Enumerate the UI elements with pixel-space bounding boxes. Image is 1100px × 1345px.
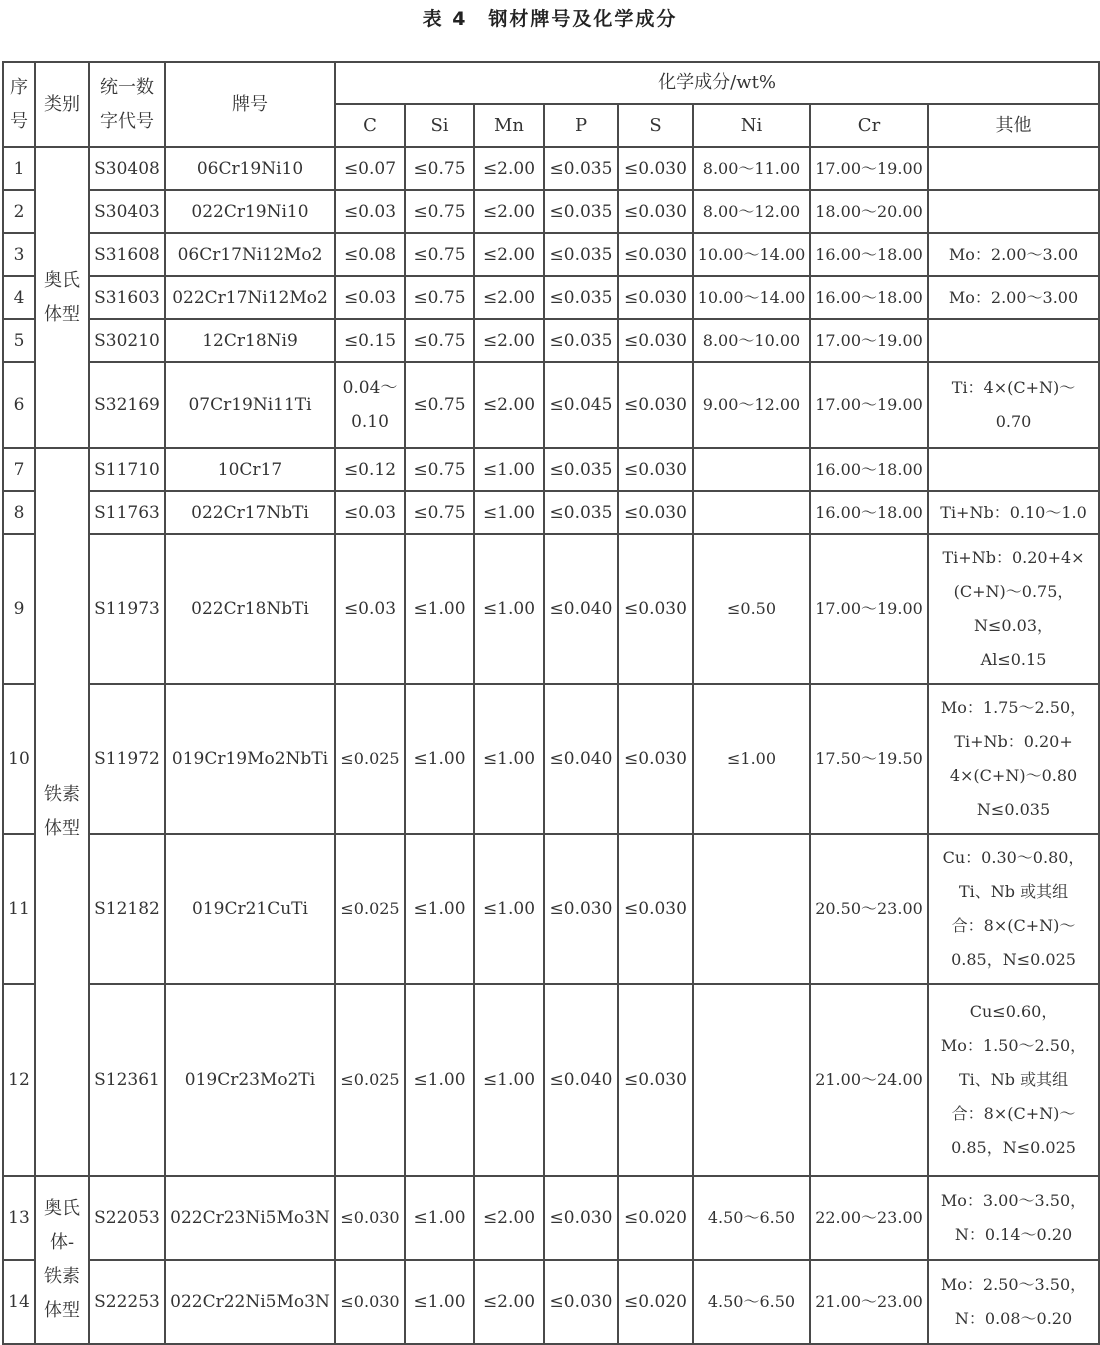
- cell-category-line-1: 铁素: [44, 784, 80, 805]
- cell-cr: 17.50～19.50: [810, 684, 928, 834]
- table-row: [3, 984, 1099, 1176]
- cell-si: ≤1.00: [405, 534, 474, 684]
- cell-other: [928, 984, 1099, 1176]
- cell-si: ≤0.75: [405, 362, 474, 448]
- table-row: [3, 147, 1099, 190]
- cell-other-line-1: Mo：2.00～3.00: [948, 244, 1079, 264]
- cell-code: S11973: [89, 534, 165, 684]
- cell-mn: ≤1.00: [474, 534, 544, 684]
- cell-p: ≤0.040: [544, 684, 618, 834]
- cell-other: [928, 190, 1099, 233]
- cell-ni: 8.00～11.00: [693, 147, 810, 190]
- cell-c: [335, 534, 405, 684]
- cell-c-line-1: ≤0.030: [340, 1208, 400, 1227]
- cell-other-line-1: Cu：0.30～0.80，: [942, 848, 1085, 867]
- cell-ni: 4.50～6.50: [693, 1260, 810, 1344]
- cell-c: [335, 984, 405, 1176]
- header-element-mn: Mn: [474, 104, 544, 147]
- cell-c: [335, 147, 405, 190]
- cell-category-line-2: 体型: [44, 818, 80, 839]
- cell-other: [928, 491, 1099, 534]
- cell-seq: 4: [3, 276, 35, 319]
- header-code-line-2: 字代号: [100, 110, 154, 132]
- cell-other: [928, 147, 1099, 190]
- cell-c: [335, 834, 405, 984]
- table-row: [3, 233, 1099, 276]
- cell-seq: 8: [3, 491, 35, 534]
- cell-p: ≤0.030: [544, 834, 618, 984]
- cell-cr: 16.00～18.00: [810, 233, 928, 276]
- cell-c-line-1: ≤0.025: [340, 899, 400, 918]
- cell-si: ≤0.75: [405, 190, 474, 233]
- cell-code: S12361: [89, 984, 165, 1176]
- cell-other-line-2: Mo：1.50～2.50，: [940, 1036, 1087, 1055]
- cell-seq: 1: [3, 147, 35, 190]
- cell-cr: 17.00～19.00: [810, 319, 928, 362]
- cell-c-line-1: ≤0.030: [340, 1292, 400, 1311]
- table-row: [3, 491, 1099, 534]
- cell-c-line-1: ≤0.03: [343, 201, 397, 222]
- cell-ni: 10.00～14.00: [693, 276, 810, 319]
- cell-p: ≤0.040: [544, 534, 618, 684]
- header-element-ni: Ni: [693, 104, 810, 147]
- header-composition: 化学成分/wt%: [335, 62, 1099, 104]
- cell-other-line-2: N：0.08～0.20: [954, 1309, 1073, 1328]
- cell-other-line-2: Ti+Nb：0.20+: [954, 732, 1073, 751]
- header-element-si: Si: [405, 104, 474, 147]
- cell-c: [335, 190, 405, 233]
- cell-code: S30210: [89, 319, 165, 362]
- cell-s: ≤0.030: [618, 534, 693, 684]
- cell-p: ≤0.030: [544, 1260, 618, 1344]
- cell-s: ≤0.030: [618, 319, 693, 362]
- cell-code: S22053: [89, 1176, 165, 1260]
- cell-si: ≤0.75: [405, 448, 474, 491]
- cell-code: S11710: [89, 448, 165, 491]
- table-row: [3, 319, 1099, 362]
- cell-si: ≤1.00: [405, 684, 474, 834]
- cell-s: ≤0.030: [618, 984, 693, 1176]
- header-element-s: S: [618, 104, 693, 147]
- cell-cr: 21.00～24.00: [810, 984, 928, 1176]
- cell-si: ≤0.75: [405, 147, 474, 190]
- table-row: [3, 362, 1099, 448]
- cell-seq: 3: [3, 233, 35, 276]
- cell-grade: 022Cr17Ni12Mo2: [165, 276, 335, 319]
- cell-p: ≤0.035: [544, 190, 618, 233]
- cell-c-line-1: ≤0.03: [343, 287, 397, 308]
- cell-grade: 022Cr19Ni10: [165, 190, 335, 233]
- cell-s: ≤0.030: [618, 147, 693, 190]
- cell-other: [928, 362, 1099, 448]
- cell-si: ≤1.00: [405, 1260, 474, 1344]
- cell-si: ≤1.00: [405, 1176, 474, 1260]
- cell-c-line-1: ≤0.03: [343, 502, 397, 523]
- cell-grade: 019Cr19Mo2NbTi: [165, 684, 335, 834]
- cell-seq: 7: [3, 448, 35, 491]
- cell-mn: ≤2.00: [474, 233, 544, 276]
- cell-other-line-1: Ti+Nb：0.20+4×: [942, 548, 1085, 567]
- cell-ni: [693, 984, 810, 1176]
- cell-s: ≤0.030: [618, 491, 693, 534]
- cell-grade: 12Cr18Ni9: [165, 319, 335, 362]
- cell-p: ≤0.035: [544, 319, 618, 362]
- cell-cr: 17.00～19.00: [810, 362, 928, 448]
- cell-si: ≤1.00: [405, 834, 474, 984]
- cell-other-line-4: 合：8×(C+N)～: [951, 1104, 1076, 1123]
- cell-s: ≤0.030: [618, 362, 693, 448]
- cell-other-line-3: N≤0.03，: [974, 616, 1054, 635]
- cell-s: ≤0.030: [618, 233, 693, 276]
- cell-seq: 9: [3, 534, 35, 684]
- cell-category: [35, 448, 89, 1176]
- cell-ni: [693, 491, 810, 534]
- table-row: [3, 1260, 1099, 1344]
- cell-si: ≤0.75: [405, 319, 474, 362]
- cell-s: ≤0.030: [618, 448, 693, 491]
- cell-ni: 8.00～10.00: [693, 319, 810, 362]
- cell-c-line-2: 0.10: [351, 412, 389, 432]
- cell-grade: 07Cr19Ni11Ti: [165, 362, 335, 448]
- cell-seq: 14: [3, 1260, 35, 1344]
- table-row: [3, 684, 1099, 834]
- cell-s: ≤0.030: [618, 684, 693, 834]
- cell-grade: 019Cr21CuTi: [165, 834, 335, 984]
- cell-seq: 6: [3, 362, 35, 448]
- cell-cr: 21.00～23.00: [810, 1260, 928, 1344]
- cell-cr: 22.00～23.00: [810, 1176, 928, 1260]
- cell-category: [35, 147, 89, 448]
- cell-other-line-2: 0.70: [995, 412, 1032, 431]
- table-row: [3, 534, 1099, 684]
- cell-other-line-1: Ti+Nb：0.10～1.0: [940, 502, 1087, 522]
- cell-code: S11972: [89, 684, 165, 834]
- cell-other: [928, 233, 1099, 276]
- cell-p: ≤0.035: [544, 147, 618, 190]
- header-grade: 牌号: [165, 62, 335, 147]
- cell-other-line-4: 0.85，N≤0.025: [951, 950, 1076, 969]
- cell-seq: 10: [3, 684, 35, 834]
- cell-si: ≤1.00: [405, 984, 474, 1176]
- cell-category-line-1: 奥氏: [44, 1198, 80, 1219]
- cell-c: [335, 448, 405, 491]
- cell-seq: 13: [3, 1176, 35, 1260]
- header-code: [89, 62, 165, 147]
- cell-si: ≤0.75: [405, 491, 474, 534]
- cell-p: ≤0.035: [544, 233, 618, 276]
- cell-other-line-1: Mo：1.75～2.50，: [940, 698, 1087, 717]
- cell-seq: 12: [3, 984, 35, 1176]
- cell-other-line-5: 0.85，N≤0.025: [951, 1138, 1076, 1157]
- cell-other-line-1: Mo：3.00～3.50，: [940, 1191, 1087, 1210]
- cell-seq: 2: [3, 190, 35, 233]
- cell-grade: 019Cr23Mo2Ti: [165, 984, 335, 1176]
- cell-mn: ≤1.00: [474, 448, 544, 491]
- cell-mn: ≤1.00: [474, 984, 544, 1176]
- cell-code: S31608: [89, 233, 165, 276]
- cell-other-line-2: (C+N)～0.75，: [953, 582, 1074, 601]
- header-element-other: 其他: [928, 104, 1099, 147]
- cell-grade: 022Cr17NbTi: [165, 491, 335, 534]
- cell-other-line-3: 4×(C+N)～0.80: [949, 766, 1078, 785]
- cell-c-line-1: ≤0.025: [340, 749, 400, 768]
- cell-ni: 9.00～12.00: [693, 362, 810, 448]
- cell-mn: ≤2.00: [474, 190, 544, 233]
- cell-other-line-4: N≤0.035: [976, 800, 1051, 819]
- cell-mn: ≤2.00: [474, 1176, 544, 1260]
- cell-c: [335, 319, 405, 362]
- cell-c: [335, 362, 405, 448]
- cell-category-line-4: 体型: [44, 1300, 80, 1321]
- cell-other-line-1: Ti：4×(C+N)～: [951, 378, 1076, 397]
- table-row: [3, 190, 1099, 233]
- cell-other-line-3: Ti、Nb 或其组: [958, 1070, 1069, 1089]
- cell-seq: 11: [3, 834, 35, 984]
- cell-category-line-2: 体型: [44, 303, 80, 325]
- cell-c-line-1: 0.04～: [342, 378, 398, 398]
- header-row-1: [3, 62, 1099, 104]
- cell-cr: 16.00～18.00: [810, 448, 928, 491]
- cell-other-line-3: 合：8×(C+N)～: [951, 916, 1076, 935]
- cell-grade: 06Cr19Ni10: [165, 147, 335, 190]
- header-code-line-1: 统一数: [100, 76, 154, 98]
- cell-grade: 022Cr22Ni5Mo3N: [165, 1260, 335, 1344]
- cell-other: [928, 276, 1099, 319]
- cell-s: ≤0.030: [618, 276, 693, 319]
- table-row: [3, 448, 1099, 491]
- cell-ni: [693, 448, 810, 491]
- cell-other-line-2: Ti、Nb 或其组: [958, 882, 1069, 901]
- cell-code: S30408: [89, 147, 165, 190]
- cell-mn: ≤2.00: [474, 319, 544, 362]
- cell-s: ≤0.020: [618, 1260, 693, 1344]
- cell-s: ≤0.030: [618, 834, 693, 984]
- cell-cr: 17.00～19.00: [810, 534, 928, 684]
- cell-p: ≤0.030: [544, 1176, 618, 1260]
- cell-cr: 17.00～19.00: [810, 147, 928, 190]
- cell-other: [928, 684, 1099, 834]
- cell-c-line-1: ≤0.025: [340, 1070, 400, 1089]
- table-row: [3, 1176, 1099, 1260]
- cell-cr: 18.00～20.00: [810, 190, 928, 233]
- cell-other: [928, 1176, 1099, 1260]
- cell-c: [335, 684, 405, 834]
- cell-c: [335, 1260, 405, 1344]
- cell-other-line-1: Mo：2.00～3.00: [948, 287, 1079, 307]
- cell-mn: ≤2.00: [474, 362, 544, 448]
- header-seq-line-1: 序: [10, 76, 28, 98]
- cell-p: ≤0.045: [544, 362, 618, 448]
- cell-c-line-1: ≤0.07: [343, 158, 397, 179]
- cell-p: ≤0.035: [544, 491, 618, 534]
- cell-other: [928, 534, 1099, 684]
- cell-mn: ≤2.00: [474, 147, 544, 190]
- cell-code: S32169: [89, 362, 165, 448]
- cell-other-line-1: Cu≤0.60，: [969, 1002, 1058, 1021]
- composition-table: [2, 61, 1100, 1345]
- cell-grade: 022Cr18NbTi: [165, 534, 335, 684]
- cell-mn: ≤2.00: [474, 1260, 544, 1344]
- header-category: 类别: [35, 62, 89, 147]
- header-seq-line-2: 号: [10, 110, 28, 132]
- cell-code: S31603: [89, 276, 165, 319]
- cell-other: [928, 319, 1099, 362]
- cell-other-line-2: N：0.14～0.20: [954, 1225, 1073, 1244]
- table-title: 表 4 钢材牌号及化学成分: [422, 8, 678, 30]
- cell-grade: 10Cr17: [165, 448, 335, 491]
- cell-p: ≤0.035: [544, 448, 618, 491]
- cell-other: [928, 448, 1099, 491]
- cell-code: S12182: [89, 834, 165, 984]
- cell-c: [335, 233, 405, 276]
- cell-s: ≤0.020: [618, 1176, 693, 1260]
- cell-mn: ≤2.00: [474, 276, 544, 319]
- header-element-p: P: [544, 104, 618, 147]
- cell-p: ≤0.035: [544, 276, 618, 319]
- cell-grade: 022Cr23Ni5Mo3N: [165, 1176, 335, 1260]
- cell-ni: ≤0.50: [693, 534, 810, 684]
- cell-mn: ≤1.00: [474, 684, 544, 834]
- header-element-c: C: [335, 104, 405, 147]
- cell-c-line-1: ≤0.03: [343, 599, 397, 619]
- cell-c: [335, 491, 405, 534]
- cell-c-line-1: ≤0.12: [343, 459, 397, 480]
- cell-c: [335, 276, 405, 319]
- cell-cr: 16.00～18.00: [810, 491, 928, 534]
- cell-code: S22253: [89, 1260, 165, 1344]
- cell-seq: 5: [3, 319, 35, 362]
- cell-category: [35, 1176, 89, 1344]
- header-seq: [3, 62, 35, 147]
- cell-si: ≤0.75: [405, 276, 474, 319]
- cell-code: S11763: [89, 491, 165, 534]
- cell-category-line-1: 奥氏: [44, 269, 80, 291]
- cell-ni: 4.50～6.50: [693, 1176, 810, 1260]
- cell-ni: 10.00～14.00: [693, 233, 810, 276]
- cell-category-line-2: 体-: [49, 1232, 75, 1253]
- cell-p: ≤0.040: [544, 984, 618, 1176]
- cell-other-line-4: Al≤0.15: [980, 650, 1047, 669]
- cell-other-line-1: Mo：2.50～3.50，: [940, 1275, 1087, 1294]
- cell-si: ≤0.75: [405, 233, 474, 276]
- cell-ni: 8.00～12.00: [693, 190, 810, 233]
- cell-c: [335, 1176, 405, 1260]
- table-row: [3, 276, 1099, 319]
- cell-other: [928, 1260, 1099, 1344]
- cell-mn: ≤1.00: [474, 491, 544, 534]
- cell-cr: 20.50～23.00: [810, 834, 928, 984]
- cell-code: S30403: [89, 190, 165, 233]
- cell-s: ≤0.030: [618, 190, 693, 233]
- table-row: [3, 834, 1099, 984]
- cell-ni: [693, 834, 810, 984]
- cell-other: [928, 834, 1099, 984]
- cell-ni: ≤1.00: [693, 684, 810, 834]
- cell-c-line-1: ≤0.15: [343, 330, 397, 351]
- cell-cr: 16.00～18.00: [810, 276, 928, 319]
- cell-category-line-3: 铁素: [44, 1266, 80, 1287]
- header-element-cr: Cr: [810, 104, 928, 147]
- cell-c-line-1: ≤0.08: [343, 244, 397, 265]
- cell-grade: 06Cr17Ni12Mo2: [165, 233, 335, 276]
- cell-mn: ≤1.00: [474, 834, 544, 984]
